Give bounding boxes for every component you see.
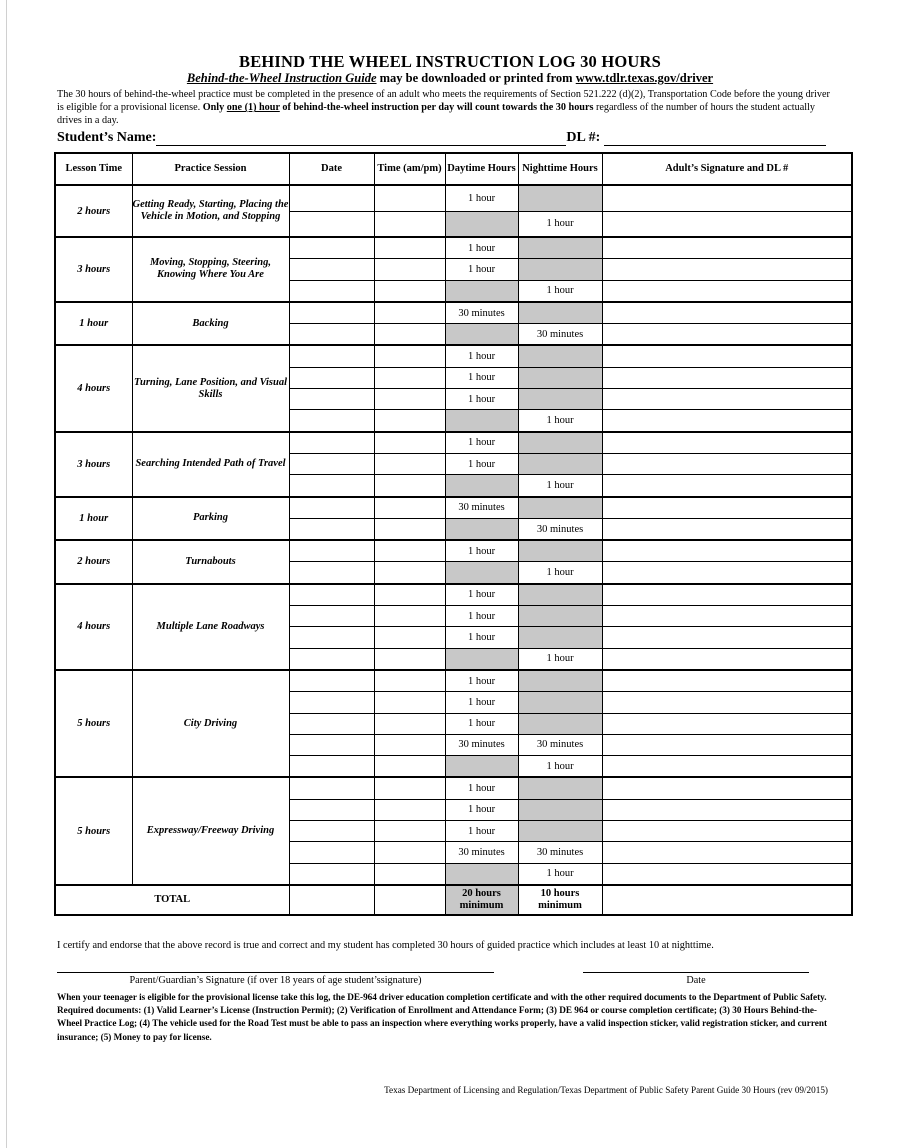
student-name-field[interactable]: [156, 131, 566, 146]
time-cell[interactable]: [374, 670, 445, 692]
daytime-hours-cell: 1 hour: [445, 670, 518, 692]
practice-session-cell: Expressway/Freeway Driving: [132, 777, 289, 884]
nighttime-hours-cell: [518, 627, 602, 648]
daytime-hours-cell: 1 hour: [445, 821, 518, 842]
adult-signature-cell[interactable]: [602, 777, 852, 799]
time-cell[interactable]: [374, 259, 445, 280]
practice-session-cell: Moving, Stopping, Steering, Knowing Where You Are: [132, 237, 289, 302]
nighttime-hours-cell: 1 hour: [518, 280, 602, 302]
nighttime-hours-cell: [518, 692, 602, 713]
table-header-row: [55, 153, 852, 185]
nighttime-hours-cell: 1 hour: [518, 475, 602, 497]
practice-session-cell: Backing: [132, 302, 289, 346]
header-daytime-hours: Daytime Hours: [445, 153, 518, 185]
time-cell[interactable]: [374, 389, 445, 410]
time-cell[interactable]: [374, 497, 445, 519]
date-cell[interactable]: [289, 453, 374, 474]
adult-signature-cell[interactable]: [602, 345, 852, 367]
daytime-hours-cell: 1 hour: [445, 799, 518, 820]
adult-signature-cell[interactable]: [602, 863, 852, 885]
date-cell[interactable]: [289, 562, 374, 584]
lesson-time-cell: 2 hours: [55, 540, 132, 584]
daytime-hours-cell: [445, 648, 518, 670]
date-cell[interactable]: [289, 237, 374, 259]
adult-signature-cell[interactable]: [602, 497, 852, 519]
guide-name: Behind-the-Wheel Instruction Guide: [186, 71, 377, 85]
daytime-hours-cell: [445, 863, 518, 885]
header-lesson-time: Lesson Time: [55, 153, 132, 185]
table-row: [55, 584, 852, 606]
nighttime-hours-cell: [518, 367, 602, 388]
time-cell[interactable]: [374, 475, 445, 497]
adult-signature-cell[interactable]: [602, 713, 852, 734]
nighttime-hours-cell: 1 hour: [518, 410, 602, 432]
lesson-time-cell: 3 hours: [55, 237, 132, 302]
practice-session-cell: Getting Ready, Starting, Placing the Vehicle in Motion, and Stopping: [132, 185, 289, 237]
time-cell[interactable]: [374, 648, 445, 670]
nighttime-hours-cell: 30 minutes: [518, 842, 602, 863]
required-documents-notes: When your teenager is eligible for the provisional license take this log, the DE-964 driver education completion certificate and with the other required documents to the Department of Public Safety. Required documents: (1) Valid Learner’s License (Instruction Permit); (2) Verification of Enrollment and Attendance Form; (3) DE 964 or course completion certificate; (3) 30 Hours Behind-the-Wheel Practice Log; (4) The vehicle used for the Road Test must be able to pass an inspection where everything works properly, have a valid inspection sticker, valid registration sticker, and current insurance; (5) Money to pay for license.: [57, 992, 828, 1042]
daytime-hours-cell: [445, 756, 518, 778]
date-cell[interactable]: [289, 540, 374, 562]
date-cell[interactable]: [289, 842, 374, 863]
time-cell[interactable]: [374, 280, 445, 302]
lesson-time-cell: 5 hours: [55, 777, 132, 884]
date-cell[interactable]: [289, 497, 374, 519]
nighttime-hours-cell: [518, 777, 602, 799]
time-cell[interactable]: [374, 713, 445, 734]
signature-date-line[interactable]: [583, 972, 809, 973]
date-cell[interactable]: [289, 259, 374, 280]
date-cell[interactable]: [289, 410, 374, 432]
adult-signature-cell[interactable]: [602, 734, 852, 755]
time-cell[interactable]: [374, 692, 445, 713]
table-row: [55, 540, 852, 562]
daytime-hours-cell: 1 hour: [445, 259, 518, 280]
date-cell[interactable]: [289, 821, 374, 842]
daytime-hours-cell: 1 hour: [445, 237, 518, 259]
nighttime-hours-cell: [518, 389, 602, 410]
nighttime-hours-cell: [518, 302, 602, 324]
adult-signature-cell[interactable]: [602, 648, 852, 670]
nighttime-hours-cell: [518, 670, 602, 692]
practice-session-cell: City Driving: [132, 670, 289, 777]
log-body: [55, 185, 852, 885]
date-cell[interactable]: [289, 777, 374, 799]
adult-signature-cell[interactable]: [602, 670, 852, 692]
daytime-hours-cell: 30 minutes: [445, 497, 518, 519]
adult-signature-cell[interactable]: [602, 185, 852, 211]
dl-number-label: DL #:: [566, 130, 601, 145]
daytime-hours-cell: 1 hour: [445, 389, 518, 410]
time-cell[interactable]: [374, 237, 445, 259]
practice-session-cell: Searching Intended Path of Travel: [132, 432, 289, 497]
adult-signature-cell[interactable]: [602, 606, 852, 627]
lesson-time-cell: 3 hours: [55, 432, 132, 497]
daytime-hours-cell: [445, 211, 518, 237]
adult-signature-cell[interactable]: [602, 584, 852, 606]
date-cell[interactable]: [289, 584, 374, 606]
adult-signature-cell[interactable]: [602, 302, 852, 324]
lesson-time-cell: 4 hours: [55, 345, 132, 431]
student-info-row: [57, 130, 847, 146]
time-cell[interactable]: [374, 518, 445, 540]
table-row: [55, 777, 852, 799]
date-cell[interactable]: [289, 432, 374, 454]
total-daytime: 20 hours minimum: [445, 885, 518, 915]
nighttime-hours-cell: [518, 259, 602, 280]
daytime-hours-cell: 1 hour: [445, 432, 518, 454]
nighttime-hours-cell: 1 hour: [518, 648, 602, 670]
daytime-hours-cell: 1 hour: [445, 692, 518, 713]
intro-bold-1: Only: [202, 102, 227, 114]
date-cell[interactable]: [289, 475, 374, 497]
page-edge-rule: [6, 0, 7, 1148]
intro-paragraph: [57, 88, 837, 128]
time-cell[interactable]: [374, 756, 445, 778]
time-cell[interactable]: [374, 584, 445, 606]
time-cell[interactable]: [374, 410, 445, 432]
nighttime-hours-cell: [518, 584, 602, 606]
date-cell[interactable]: [289, 324, 374, 346]
date-cell[interactable]: [289, 211, 374, 237]
date-cell[interactable]: [289, 606, 374, 627]
adult-signature-cell[interactable]: [602, 280, 852, 302]
intro-text-1: The 30 hours of behind-the-wheel practice must be completed in the presence of an adult who meets the requirements of Section 521.222 (d)(2), Transportation Code before the young driver is eligible for a provisional license.: [57, 89, 830, 114]
date-cell[interactable]: [289, 627, 374, 648]
page-title: BEHIND THE WHEEL INSTRUCTION LOG 30 HOURS: [238, 52, 662, 71]
time-cell[interactable]: [374, 324, 445, 346]
time-cell[interactable]: [374, 302, 445, 324]
time-cell[interactable]: [374, 863, 445, 885]
nighttime-hours-cell: 1 hour: [518, 863, 602, 885]
nighttime-hours-cell: [518, 185, 602, 211]
time-cell[interactable]: [374, 842, 445, 863]
lesson-time-cell: 2 hours: [55, 185, 132, 237]
date-cell[interactable]: [289, 713, 374, 734]
adult-signature-cell[interactable]: [602, 562, 852, 584]
practice-session-cell: Turning, Lane Position, and Visual Skills: [132, 345, 289, 431]
time-cell[interactable]: [374, 799, 445, 820]
adult-signature-cell[interactable]: [602, 799, 852, 820]
date-cell[interactable]: [289, 799, 374, 820]
time-cell[interactable]: [374, 540, 445, 562]
daytime-hours-cell: 1 hour: [445, 185, 518, 211]
nighttime-hours-cell: [518, 497, 602, 519]
page-subtitle: [0, 71, 900, 86]
certification-statement: I certify and endorse that the above record is true and correct and my student has completed 30 hours of guided practice which includes at least 10 at nighttime.: [57, 940, 714, 951]
date-cell[interactable]: [289, 670, 374, 692]
subtitle-middle: may be downloaded or printed from: [376, 71, 576, 85]
daytime-hours-cell: 1 hour: [445, 453, 518, 474]
daytime-hours-cell: 30 minutes: [445, 302, 518, 324]
nighttime-hours-cell: [518, 432, 602, 454]
table-row: [55, 432, 852, 454]
table-row: [55, 185, 852, 211]
header-practice-session: Practice Session: [132, 153, 289, 185]
parent-signature-line[interactable]: [57, 972, 494, 973]
daytime-hours-cell: 1 hour: [445, 584, 518, 606]
daytime-hours-cell: 1 hour: [445, 627, 518, 648]
time-cell[interactable]: [374, 185, 445, 211]
lesson-time-cell: 4 hours: [55, 584, 132, 670]
header-adult-signature: Adult’s Signature and DL #: [602, 153, 852, 185]
nighttime-hours-cell: [518, 237, 602, 259]
time-cell[interactable]: [374, 606, 445, 627]
daytime-hours-cell: 1 hour: [445, 606, 518, 627]
time-cell[interactable]: [374, 777, 445, 799]
daytime-hours-cell: [445, 280, 518, 302]
adult-signature-cell[interactable]: [602, 475, 852, 497]
nighttime-hours-cell: 30 minutes: [518, 324, 602, 346]
date-cell[interactable]: [289, 345, 374, 367]
time-cell[interactable]: [374, 432, 445, 454]
intro-bold-2: of behind-the-wheel instruction per day will count towards the 30 hours: [279, 102, 594, 114]
adult-signature-cell[interactable]: [602, 410, 852, 432]
header-date: Date: [289, 153, 374, 185]
adult-signature-cell[interactable]: [602, 842, 852, 863]
guide-url-link[interactable]: www.tdlr.texas.gov/driver: [575, 71, 714, 85]
practice-session-cell: Turnabouts: [132, 540, 289, 584]
header-time: Time (am/pm): [374, 153, 445, 185]
nighttime-hours-cell: 1 hour: [518, 756, 602, 778]
intro-text-2: regardless of the number of hours the student actually drives in a day.: [57, 102, 815, 127]
adult-signature-cell[interactable]: [602, 432, 852, 454]
date-cell[interactable]: [289, 756, 374, 778]
time-cell[interactable]: [374, 211, 445, 237]
date-cell[interactable]: [289, 280, 374, 302]
total-signature-cell: [602, 885, 852, 915]
date-cell[interactable]: [289, 518, 374, 540]
adult-signature-cell[interactable]: [602, 389, 852, 410]
table-row: [55, 237, 852, 259]
nighttime-hours-cell: [518, 799, 602, 820]
student-name-label: Student’s Name:: [57, 130, 157, 145]
lesson-time-cell: 5 hours: [55, 670, 132, 777]
time-cell[interactable]: [374, 627, 445, 648]
lesson-time-cell: 1 hour: [55, 302, 132, 346]
time-cell[interactable]: [374, 562, 445, 584]
adult-signature-cell[interactable]: [602, 367, 852, 388]
practice-session-cell: Multiple Lane Roadways: [132, 584, 289, 670]
total-row: [55, 885, 852, 915]
daytime-hours-cell: 1 hour: [445, 367, 518, 388]
daytime-hours-cell: 30 minutes: [445, 842, 518, 863]
date-cell[interactable]: [289, 389, 374, 410]
time-cell[interactable]: [374, 821, 445, 842]
daytime-hours-cell: 30 minutes: [445, 734, 518, 755]
time-cell[interactable]: [374, 453, 445, 474]
adult-signature-cell[interactable]: [602, 259, 852, 280]
instruction-log-table: [54, 152, 853, 916]
nighttime-hours-cell: 1 hour: [518, 211, 602, 237]
total-label: TOTAL: [55, 885, 289, 915]
parent-signature-label: Parent/Guardian’s Signature (if over 18 years of age student’ssignature): [129, 975, 422, 986]
header-nighttime-hours: Nighttime Hours: [518, 153, 602, 185]
date-cell[interactable]: [289, 302, 374, 324]
adult-signature-cell[interactable]: [602, 453, 852, 474]
adult-signature-cell[interactable]: [602, 540, 852, 562]
date-cell[interactable]: [289, 863, 374, 885]
daytime-hours-cell: 1 hour: [445, 713, 518, 734]
adult-signature-cell[interactable]: [602, 692, 852, 713]
date-cell[interactable]: [289, 692, 374, 713]
adult-signature-cell[interactable]: [602, 821, 852, 842]
nighttime-hours-cell: [518, 606, 602, 627]
adult-signature-cell[interactable]: [602, 211, 852, 237]
adult-signature-cell[interactable]: [602, 756, 852, 778]
adult-signature-cell[interactable]: [602, 237, 852, 259]
date-cell[interactable]: [289, 185, 374, 211]
adult-signature-cell[interactable]: [602, 518, 852, 540]
adult-signature-cell[interactable]: [602, 324, 852, 346]
daytime-hours-cell: [445, 324, 518, 346]
nighttime-hours-cell: [518, 453, 602, 474]
daytime-hours-cell: [445, 562, 518, 584]
nighttime-hours-cell: 30 minutes: [518, 518, 602, 540]
practice-session-cell: Parking: [132, 497, 289, 541]
nighttime-hours-cell: [518, 540, 602, 562]
nighttime-hours-cell: 30 minutes: [518, 734, 602, 755]
daytime-hours-cell: 1 hour: [445, 345, 518, 367]
table-row: [55, 345, 852, 367]
page-footer: Texas Department of Licensing and Regulation/Texas Department of Public Safety Parent Guide 30 Hours (rev 09/2015): [384, 1085, 828, 1095]
nighttime-hours-cell: [518, 821, 602, 842]
time-cell[interactable]: [374, 734, 445, 755]
nighttime-hours-cell: 1 hour: [518, 562, 602, 584]
total-date-cell: [289, 885, 374, 915]
time-cell[interactable]: [374, 367, 445, 388]
total-nighttime: 10 hours minimum: [518, 885, 602, 915]
signature-date-label: Date: [686, 975, 706, 986]
table-row: [55, 670, 852, 692]
nighttime-hours-cell: [518, 713, 602, 734]
date-cell[interactable]: [289, 648, 374, 670]
table-row: [55, 302, 852, 324]
daytime-hours-cell: [445, 518, 518, 540]
total-time-cell: [374, 885, 445, 915]
time-cell[interactable]: [374, 345, 445, 367]
date-cell[interactable]: [289, 734, 374, 755]
table-row: [55, 497, 852, 519]
adult-signature-cell[interactable]: [602, 627, 852, 648]
daytime-hours-cell: 1 hour: [445, 777, 518, 799]
dl-number-field[interactable]: [604, 131, 826, 146]
nighttime-hours-cell: [518, 345, 602, 367]
daytime-hours-cell: [445, 475, 518, 497]
lesson-time-cell: 1 hour: [55, 497, 132, 541]
daytime-hours-cell: 1 hour: [445, 540, 518, 562]
intro-bold-underline: one (1) hour: [226, 102, 280, 114]
date-cell[interactable]: [289, 367, 374, 388]
daytime-hours-cell: [445, 410, 518, 432]
